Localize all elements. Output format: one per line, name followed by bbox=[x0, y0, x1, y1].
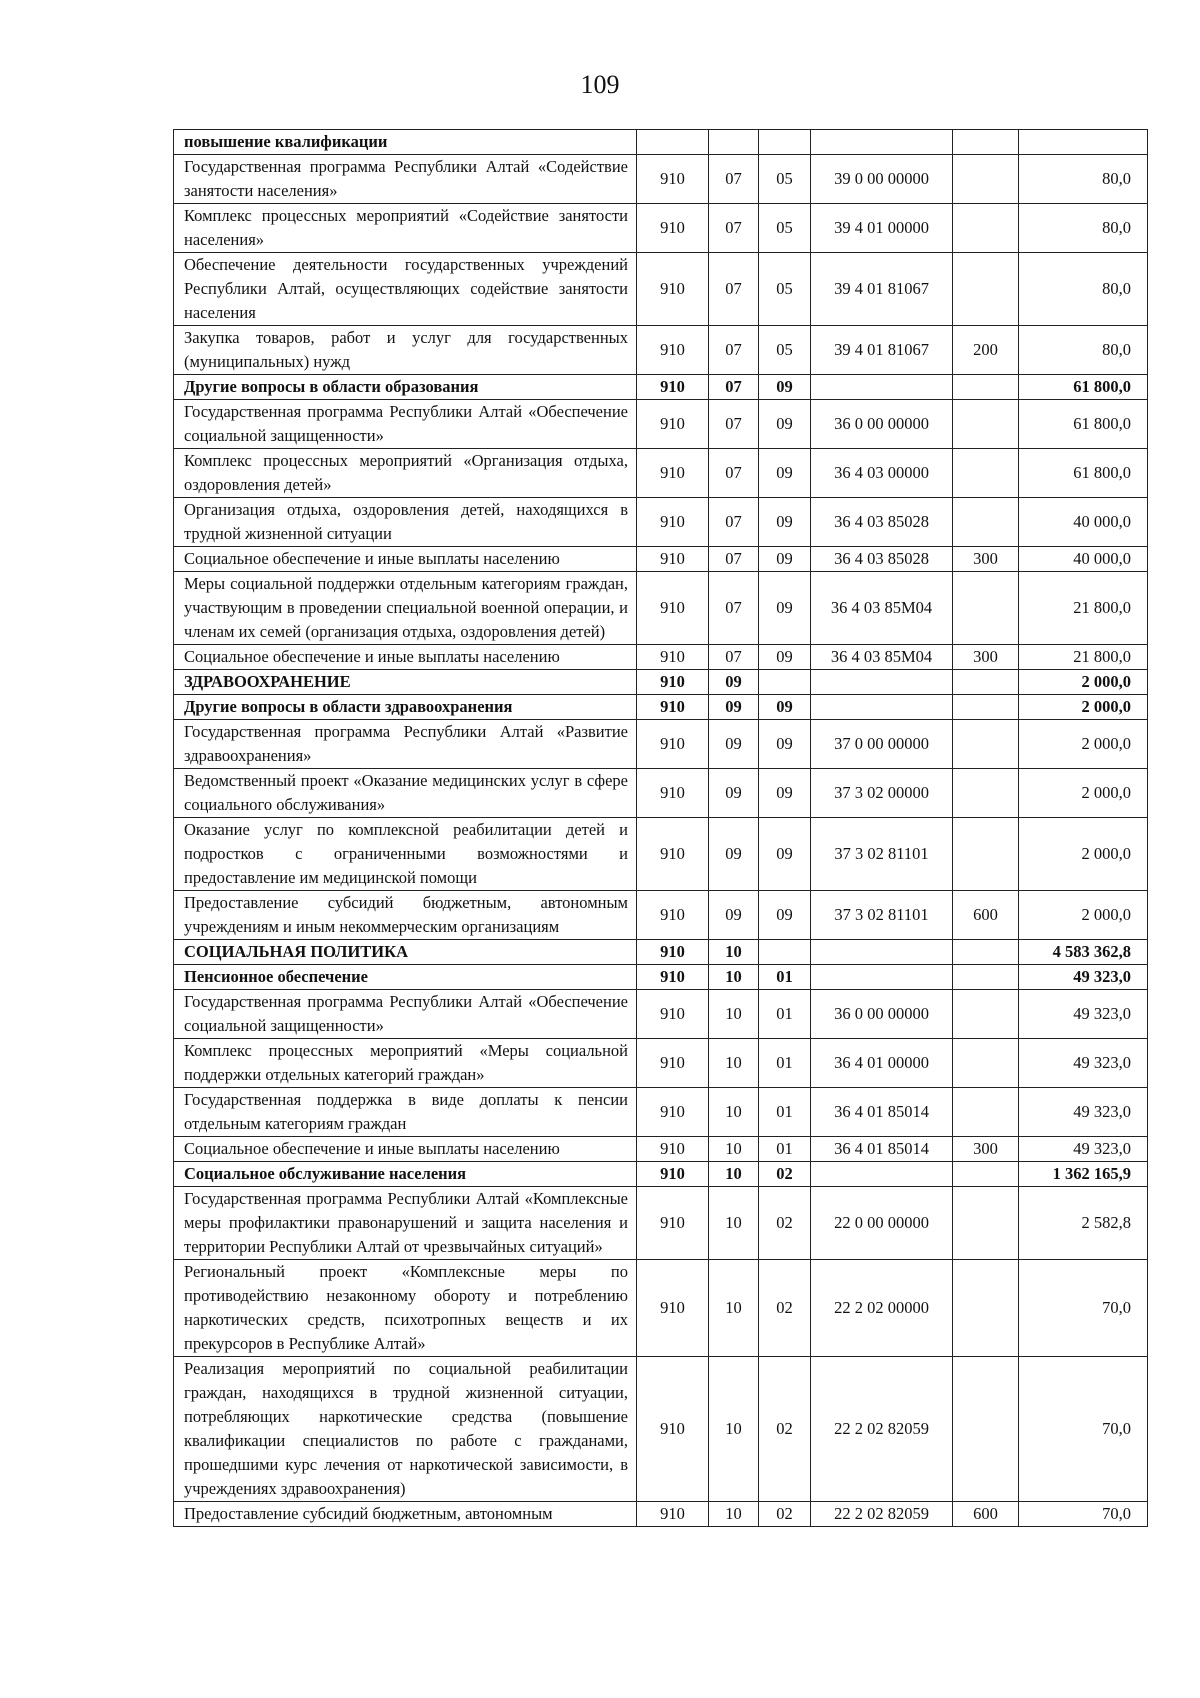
table-row bbox=[174, 204, 1148, 253]
table-row bbox=[174, 547, 1148, 572]
row-section-code: 09 bbox=[709, 670, 759, 695]
row-subsection-code: 09 bbox=[759, 695, 811, 720]
row-amount: 70,0 bbox=[1019, 1502, 1148, 1527]
table-row bbox=[174, 990, 1148, 1039]
row-target-article-code: 36 4 01 85014 bbox=[811, 1137, 953, 1162]
row-name: Другие вопросы в области образования bbox=[174, 375, 637, 400]
row-subsection-code: 01 bbox=[759, 1088, 811, 1137]
row-amount: 2 000,0 bbox=[1019, 720, 1148, 769]
row-subsection-code: 02 bbox=[759, 1357, 811, 1502]
row-expense-type-code: 300 bbox=[953, 645, 1019, 670]
row-target-article-code: 36 4 01 00000 bbox=[811, 1039, 953, 1088]
row-section-code: 10 bbox=[709, 1502, 759, 1527]
row-target-article-code: 36 4 03 85М04 bbox=[811, 645, 953, 670]
row-section-code: 10 bbox=[709, 1137, 759, 1162]
row-subsection-code: 01 bbox=[759, 1137, 811, 1162]
row-section-code: 07 bbox=[709, 498, 759, 547]
row-target-article-code: 36 4 01 85014 bbox=[811, 1088, 953, 1137]
row-target-article-code: 36 4 03 85028 bbox=[811, 498, 953, 547]
row-target-article-code: 39 4 01 00000 bbox=[811, 204, 953, 253]
table-row bbox=[174, 1187, 1148, 1260]
row-section-code: 09 bbox=[709, 891, 759, 940]
row-name: Ведомственный проект «Оказание медицинских услуг в сфере социального обслуживания» bbox=[174, 769, 637, 818]
row-section-code: 10 bbox=[709, 1162, 759, 1187]
row-target-article-code bbox=[811, 940, 953, 965]
row-name: Реализация мероприятий по социальной реабилитации граждан, находящихся в трудной жизненной ситуации, потребляющих наркотические средства (повышение квалификации специалистов по работе с гражданами, прошедшими курс лечения от наркотической зависимости, в учреждениях здравоохранения) bbox=[174, 1357, 637, 1502]
row-section-code: 09 bbox=[709, 720, 759, 769]
row-grbs-code: 910 bbox=[637, 1357, 709, 1502]
row-amount: 61 800,0 bbox=[1019, 449, 1148, 498]
table-row bbox=[174, 965, 1148, 990]
row-grbs-code: 910 bbox=[637, 940, 709, 965]
row-amount: 80,0 bbox=[1019, 204, 1148, 253]
row-subsection-code: 02 bbox=[759, 1502, 811, 1527]
row-section-code: 07 bbox=[709, 155, 759, 204]
row-expense-type-code bbox=[953, 965, 1019, 990]
row-grbs-code: 910 bbox=[637, 253, 709, 326]
row-subsection-code: 01 bbox=[759, 1039, 811, 1088]
row-target-article-code: 22 2 02 82059 bbox=[811, 1502, 953, 1527]
row-grbs-code: 910 bbox=[637, 1502, 709, 1527]
row-grbs-code: 910 bbox=[637, 572, 709, 645]
row-expense-type-code bbox=[953, 1162, 1019, 1187]
row-subsection-code: 02 bbox=[759, 1162, 811, 1187]
row-section-code: 10 bbox=[709, 965, 759, 990]
row-target-article-code: 37 3 02 81101 bbox=[811, 818, 953, 891]
row-amount: 2 000,0 bbox=[1019, 818, 1148, 891]
row-name: Организация отдыха, оздоровления детей, находящихся в трудной жизненной ситуации bbox=[174, 498, 637, 547]
row-expense-type-code: 600 bbox=[953, 891, 1019, 940]
row-subsection-code: 09 bbox=[759, 769, 811, 818]
table-row bbox=[174, 1162, 1148, 1187]
table-row bbox=[174, 375, 1148, 400]
row-amount: 61 800,0 bbox=[1019, 400, 1148, 449]
table-row bbox=[174, 130, 1148, 155]
row-target-article-code: 37 3 02 00000 bbox=[811, 769, 953, 818]
row-grbs-code: 910 bbox=[637, 1088, 709, 1137]
row-subsection-code: 05 bbox=[759, 326, 811, 375]
row-grbs-code: 910 bbox=[637, 155, 709, 204]
row-section-code: 07 bbox=[709, 572, 759, 645]
row-expense-type-code: 300 bbox=[953, 1137, 1019, 1162]
row-subsection-code: 09 bbox=[759, 572, 811, 645]
row-name: Предоставление субсидий бюджетным, автономным учреждениям и иным некоммерческим организациям bbox=[174, 891, 637, 940]
row-name: Государственная поддержка в виде доплаты к пенсии отдельным категориям граждан bbox=[174, 1088, 637, 1137]
row-section-code: 10 bbox=[709, 1357, 759, 1502]
row-name: Социальное обеспечение и иные выплаты населению bbox=[174, 1137, 637, 1162]
row-grbs-code: 910 bbox=[637, 720, 709, 769]
table-row bbox=[174, 891, 1148, 940]
row-name: Социальное обслуживание населения bbox=[174, 1162, 637, 1187]
table-row bbox=[174, 326, 1148, 375]
row-amount: 49 323,0 bbox=[1019, 1039, 1148, 1088]
row-amount: 70,0 bbox=[1019, 1260, 1148, 1357]
table-row bbox=[174, 449, 1148, 498]
row-target-article-code bbox=[811, 130, 953, 155]
row-subsection-code: 09 bbox=[759, 720, 811, 769]
row-amount: 80,0 bbox=[1019, 253, 1148, 326]
row-name: Государственная программа Республики Алтай «Комплексные меры профилактики правонарушений и защита населения и территории Республики Алтай от чрезвычайных ситуаций» bbox=[174, 1187, 637, 1260]
row-target-article-code bbox=[811, 965, 953, 990]
table-row bbox=[174, 720, 1148, 769]
row-target-article-code bbox=[811, 1162, 953, 1187]
row-section-code: 10 bbox=[709, 1088, 759, 1137]
row-name: Региональный проект «Комплексные меры по противодействию незаконному обороту и потреблению наркотических средств, психотропных веществ и их прекурсоров в Республике Алтай» bbox=[174, 1260, 637, 1357]
table-row bbox=[174, 769, 1148, 818]
row-target-article-code: 36 0 00 00000 bbox=[811, 990, 953, 1039]
row-subsection-code: 05 bbox=[759, 253, 811, 326]
row-grbs-code: 910 bbox=[637, 449, 709, 498]
row-name: Государственная программа Республики Алтай «Содействие занятости населения» bbox=[174, 155, 637, 204]
row-expense-type-code bbox=[953, 375, 1019, 400]
table-row bbox=[174, 1260, 1148, 1357]
row-subsection-code: 05 bbox=[759, 155, 811, 204]
row-amount: 2 000,0 bbox=[1019, 695, 1148, 720]
row-amount: 4 583 362,8 bbox=[1019, 940, 1148, 965]
row-grbs-code: 910 bbox=[637, 670, 709, 695]
row-name: Государственная программа Республики Алтай «Развитие здравоохранения» bbox=[174, 720, 637, 769]
row-name: Закупка товаров, работ и услуг для государственных (муниципальных) нужд bbox=[174, 326, 637, 375]
row-amount: 40 000,0 bbox=[1019, 498, 1148, 547]
table-row bbox=[174, 253, 1148, 326]
row-grbs-code: 910 bbox=[637, 645, 709, 670]
table-row bbox=[174, 670, 1148, 695]
row-grbs-code: 910 bbox=[637, 326, 709, 375]
row-section-code: 10 bbox=[709, 1039, 759, 1088]
row-amount: 61 800,0 bbox=[1019, 375, 1148, 400]
row-section-code: 07 bbox=[709, 375, 759, 400]
row-amount: 49 323,0 bbox=[1019, 1088, 1148, 1137]
row-section-code: 07 bbox=[709, 645, 759, 670]
table-row bbox=[174, 1088, 1148, 1137]
row-amount: 21 800,0 bbox=[1019, 572, 1148, 645]
row-amount: 21 800,0 bbox=[1019, 645, 1148, 670]
row-target-article-code: 39 4 01 81067 bbox=[811, 326, 953, 375]
row-name: ЗДРАВООХРАНЕНИЕ bbox=[174, 670, 637, 695]
row-expense-type-code bbox=[953, 818, 1019, 891]
row-section-code: 07 bbox=[709, 204, 759, 253]
row-expense-type-code bbox=[953, 130, 1019, 155]
row-name: Государственная программа Республики Алтай «Обеспечение социальной защищенности» bbox=[174, 990, 637, 1039]
row-amount: 1 362 165,9 bbox=[1019, 1162, 1148, 1187]
row-target-article-code: 36 0 00 00000 bbox=[811, 400, 953, 449]
row-target-article-code: 22 0 00 00000 bbox=[811, 1187, 953, 1260]
table-row bbox=[174, 818, 1148, 891]
row-name: Социальное обеспечение и иные выплаты населению bbox=[174, 547, 637, 572]
row-name: Социальное обеспечение и иные выплаты населению bbox=[174, 645, 637, 670]
budget-table bbox=[173, 129, 1148, 1527]
row-target-article-code: 37 3 02 81101 bbox=[811, 891, 953, 940]
row-expense-type-code bbox=[953, 253, 1019, 326]
row-amount: 40 000,0 bbox=[1019, 547, 1148, 572]
row-section-code: 10 bbox=[709, 1187, 759, 1260]
row-expense-type-code: 200 bbox=[953, 326, 1019, 375]
row-expense-type-code bbox=[953, 769, 1019, 818]
row-section-code: 07 bbox=[709, 449, 759, 498]
row-subsection-code: 02 bbox=[759, 1187, 811, 1260]
table-row bbox=[174, 1502, 1148, 1527]
row-expense-type-code bbox=[953, 990, 1019, 1039]
row-expense-type-code bbox=[953, 670, 1019, 695]
table-row bbox=[174, 572, 1148, 645]
row-amount: 70,0 bbox=[1019, 1357, 1148, 1502]
row-subsection-code: 01 bbox=[759, 965, 811, 990]
row-grbs-code: 910 bbox=[637, 375, 709, 400]
row-subsection-code: 02 bbox=[759, 1260, 811, 1357]
row-subsection-code bbox=[759, 130, 811, 155]
row-expense-type-code bbox=[953, 1088, 1019, 1137]
row-name: Пенсионное обеспечение bbox=[174, 965, 637, 990]
row-section-code: 07 bbox=[709, 400, 759, 449]
row-target-article-code: 22 2 02 82059 bbox=[811, 1357, 953, 1502]
row-subsection-code: 09 bbox=[759, 400, 811, 449]
row-expense-type-code bbox=[953, 572, 1019, 645]
row-name: СОЦИАЛЬНАЯ ПОЛИТИКА bbox=[174, 940, 637, 965]
row-subsection-code: 09 bbox=[759, 375, 811, 400]
row-section-code: 10 bbox=[709, 940, 759, 965]
row-grbs-code: 910 bbox=[637, 1137, 709, 1162]
row-subsection-code: 09 bbox=[759, 449, 811, 498]
row-section-code: 09 bbox=[709, 818, 759, 891]
row-target-article-code bbox=[811, 375, 953, 400]
row-section-code bbox=[709, 130, 759, 155]
row-name: Комплекс процессных мероприятий «Содействие занятости населения» bbox=[174, 204, 637, 253]
row-subsection-code: 09 bbox=[759, 498, 811, 547]
row-section-code: 09 bbox=[709, 769, 759, 818]
row-amount: 2 000,0 bbox=[1019, 891, 1148, 940]
row-name: Оказание услуг по комплексной реабилитации детей и подростков с ограниченными возможностями и предоставление им медицинской помощи bbox=[174, 818, 637, 891]
row-name: Комплекс процессных мероприятий «Меры социальной поддержки отдельных категорий граждан» bbox=[174, 1039, 637, 1088]
row-amount: 80,0 bbox=[1019, 155, 1148, 204]
row-amount: 2 000,0 bbox=[1019, 670, 1148, 695]
row-amount: 80,0 bbox=[1019, 326, 1148, 375]
row-amount: 49 323,0 bbox=[1019, 1137, 1148, 1162]
row-target-article-code: 22 2 02 00000 bbox=[811, 1260, 953, 1357]
row-section-code: 07 bbox=[709, 253, 759, 326]
row-grbs-code: 910 bbox=[637, 498, 709, 547]
row-expense-type-code: 600 bbox=[953, 1502, 1019, 1527]
row-target-article-code: 39 0 00 00000 bbox=[811, 155, 953, 204]
row-grbs-code: 910 bbox=[637, 818, 709, 891]
row-grbs-code: 910 bbox=[637, 400, 709, 449]
row-target-article-code: 36 4 03 85028 bbox=[811, 547, 953, 572]
row-expense-type-code bbox=[953, 155, 1019, 204]
row-name: Государственная программа Республики Алтай «Обеспечение социальной защищенности» bbox=[174, 400, 637, 449]
row-expense-type-code bbox=[953, 940, 1019, 965]
table-row bbox=[174, 695, 1148, 720]
page-number: 109 bbox=[580, 70, 620, 99]
row-target-article-code bbox=[811, 670, 953, 695]
table-row bbox=[174, 498, 1148, 547]
row-name: Предоставление субсидий бюджетным, автономным bbox=[174, 1502, 637, 1527]
row-name: повышение квалификации bbox=[174, 130, 637, 155]
row-grbs-code: 910 bbox=[637, 1187, 709, 1260]
row-amount: 2 000,0 bbox=[1019, 769, 1148, 818]
table-body bbox=[174, 130, 1148, 1527]
row-subsection-code: 09 bbox=[759, 547, 811, 572]
row-expense-type-code bbox=[953, 400, 1019, 449]
row-subsection-code: 05 bbox=[759, 204, 811, 253]
table-row bbox=[174, 1357, 1148, 1502]
row-grbs-code: 910 bbox=[637, 1260, 709, 1357]
row-name: Меры социальной поддержки отдельным категориям граждан, участвующим в проведении специальной военной операции, и членам их семей (организация отдыха, оздоровления детей) bbox=[174, 572, 637, 645]
row-target-article-code: 39 4 01 81067 bbox=[811, 253, 953, 326]
row-grbs-code: 910 bbox=[637, 1039, 709, 1088]
row-subsection-code bbox=[759, 670, 811, 695]
table-row bbox=[174, 1137, 1148, 1162]
table-row bbox=[174, 400, 1148, 449]
row-expense-type-code: 300 bbox=[953, 547, 1019, 572]
row-grbs-code: 910 bbox=[637, 990, 709, 1039]
row-grbs-code: 910 bbox=[637, 204, 709, 253]
row-amount: 49 323,0 bbox=[1019, 990, 1148, 1039]
row-section-code: 10 bbox=[709, 990, 759, 1039]
row-name: Другие вопросы в области здравоохранения bbox=[174, 695, 637, 720]
row-expense-type-code bbox=[953, 695, 1019, 720]
row-target-article-code bbox=[811, 695, 953, 720]
row-target-article-code: 37 0 00 00000 bbox=[811, 720, 953, 769]
row-grbs-code: 910 bbox=[637, 1162, 709, 1187]
row-grbs-code: 910 bbox=[637, 891, 709, 940]
row-subsection-code: 01 bbox=[759, 990, 811, 1039]
row-subsection-code bbox=[759, 940, 811, 965]
table-row bbox=[174, 1039, 1148, 1088]
row-grbs-code: 910 bbox=[637, 965, 709, 990]
row-expense-type-code bbox=[953, 204, 1019, 253]
row-expense-type-code bbox=[953, 1357, 1019, 1502]
row-amount: 2 582,8 bbox=[1019, 1187, 1148, 1260]
row-subsection-code: 09 bbox=[759, 891, 811, 940]
table-row bbox=[174, 155, 1148, 204]
row-name: Обеспечение деятельности государственных учреждений Республики Алтай, осуществляющих содействие занятости населения bbox=[174, 253, 637, 326]
row-expense-type-code bbox=[953, 449, 1019, 498]
row-expense-type-code bbox=[953, 720, 1019, 769]
row-expense-type-code bbox=[953, 1039, 1019, 1088]
row-grbs-code bbox=[637, 130, 709, 155]
row-expense-type-code bbox=[953, 498, 1019, 547]
row-grbs-code: 910 bbox=[637, 547, 709, 572]
row-grbs-code: 910 bbox=[637, 769, 709, 818]
row-subsection-code: 09 bbox=[759, 645, 811, 670]
row-subsection-code: 09 bbox=[759, 818, 811, 891]
row-section-code: 07 bbox=[709, 547, 759, 572]
row-amount: 49 323,0 bbox=[1019, 965, 1148, 990]
row-section-code: 07 bbox=[709, 326, 759, 375]
row-section-code: 09 bbox=[709, 695, 759, 720]
row-grbs-code: 910 bbox=[637, 695, 709, 720]
row-section-code: 10 bbox=[709, 1260, 759, 1357]
row-name: Комплекс процессных мероприятий «Организация отдыха, оздоровления детей» bbox=[174, 449, 637, 498]
table-row bbox=[174, 940, 1148, 965]
row-target-article-code: 36 4 03 00000 bbox=[811, 449, 953, 498]
row-amount bbox=[1019, 130, 1148, 155]
row-expense-type-code bbox=[953, 1260, 1019, 1357]
table-row bbox=[174, 645, 1148, 670]
row-target-article-code: 36 4 03 85М04 bbox=[811, 572, 953, 645]
row-expense-type-code bbox=[953, 1187, 1019, 1260]
